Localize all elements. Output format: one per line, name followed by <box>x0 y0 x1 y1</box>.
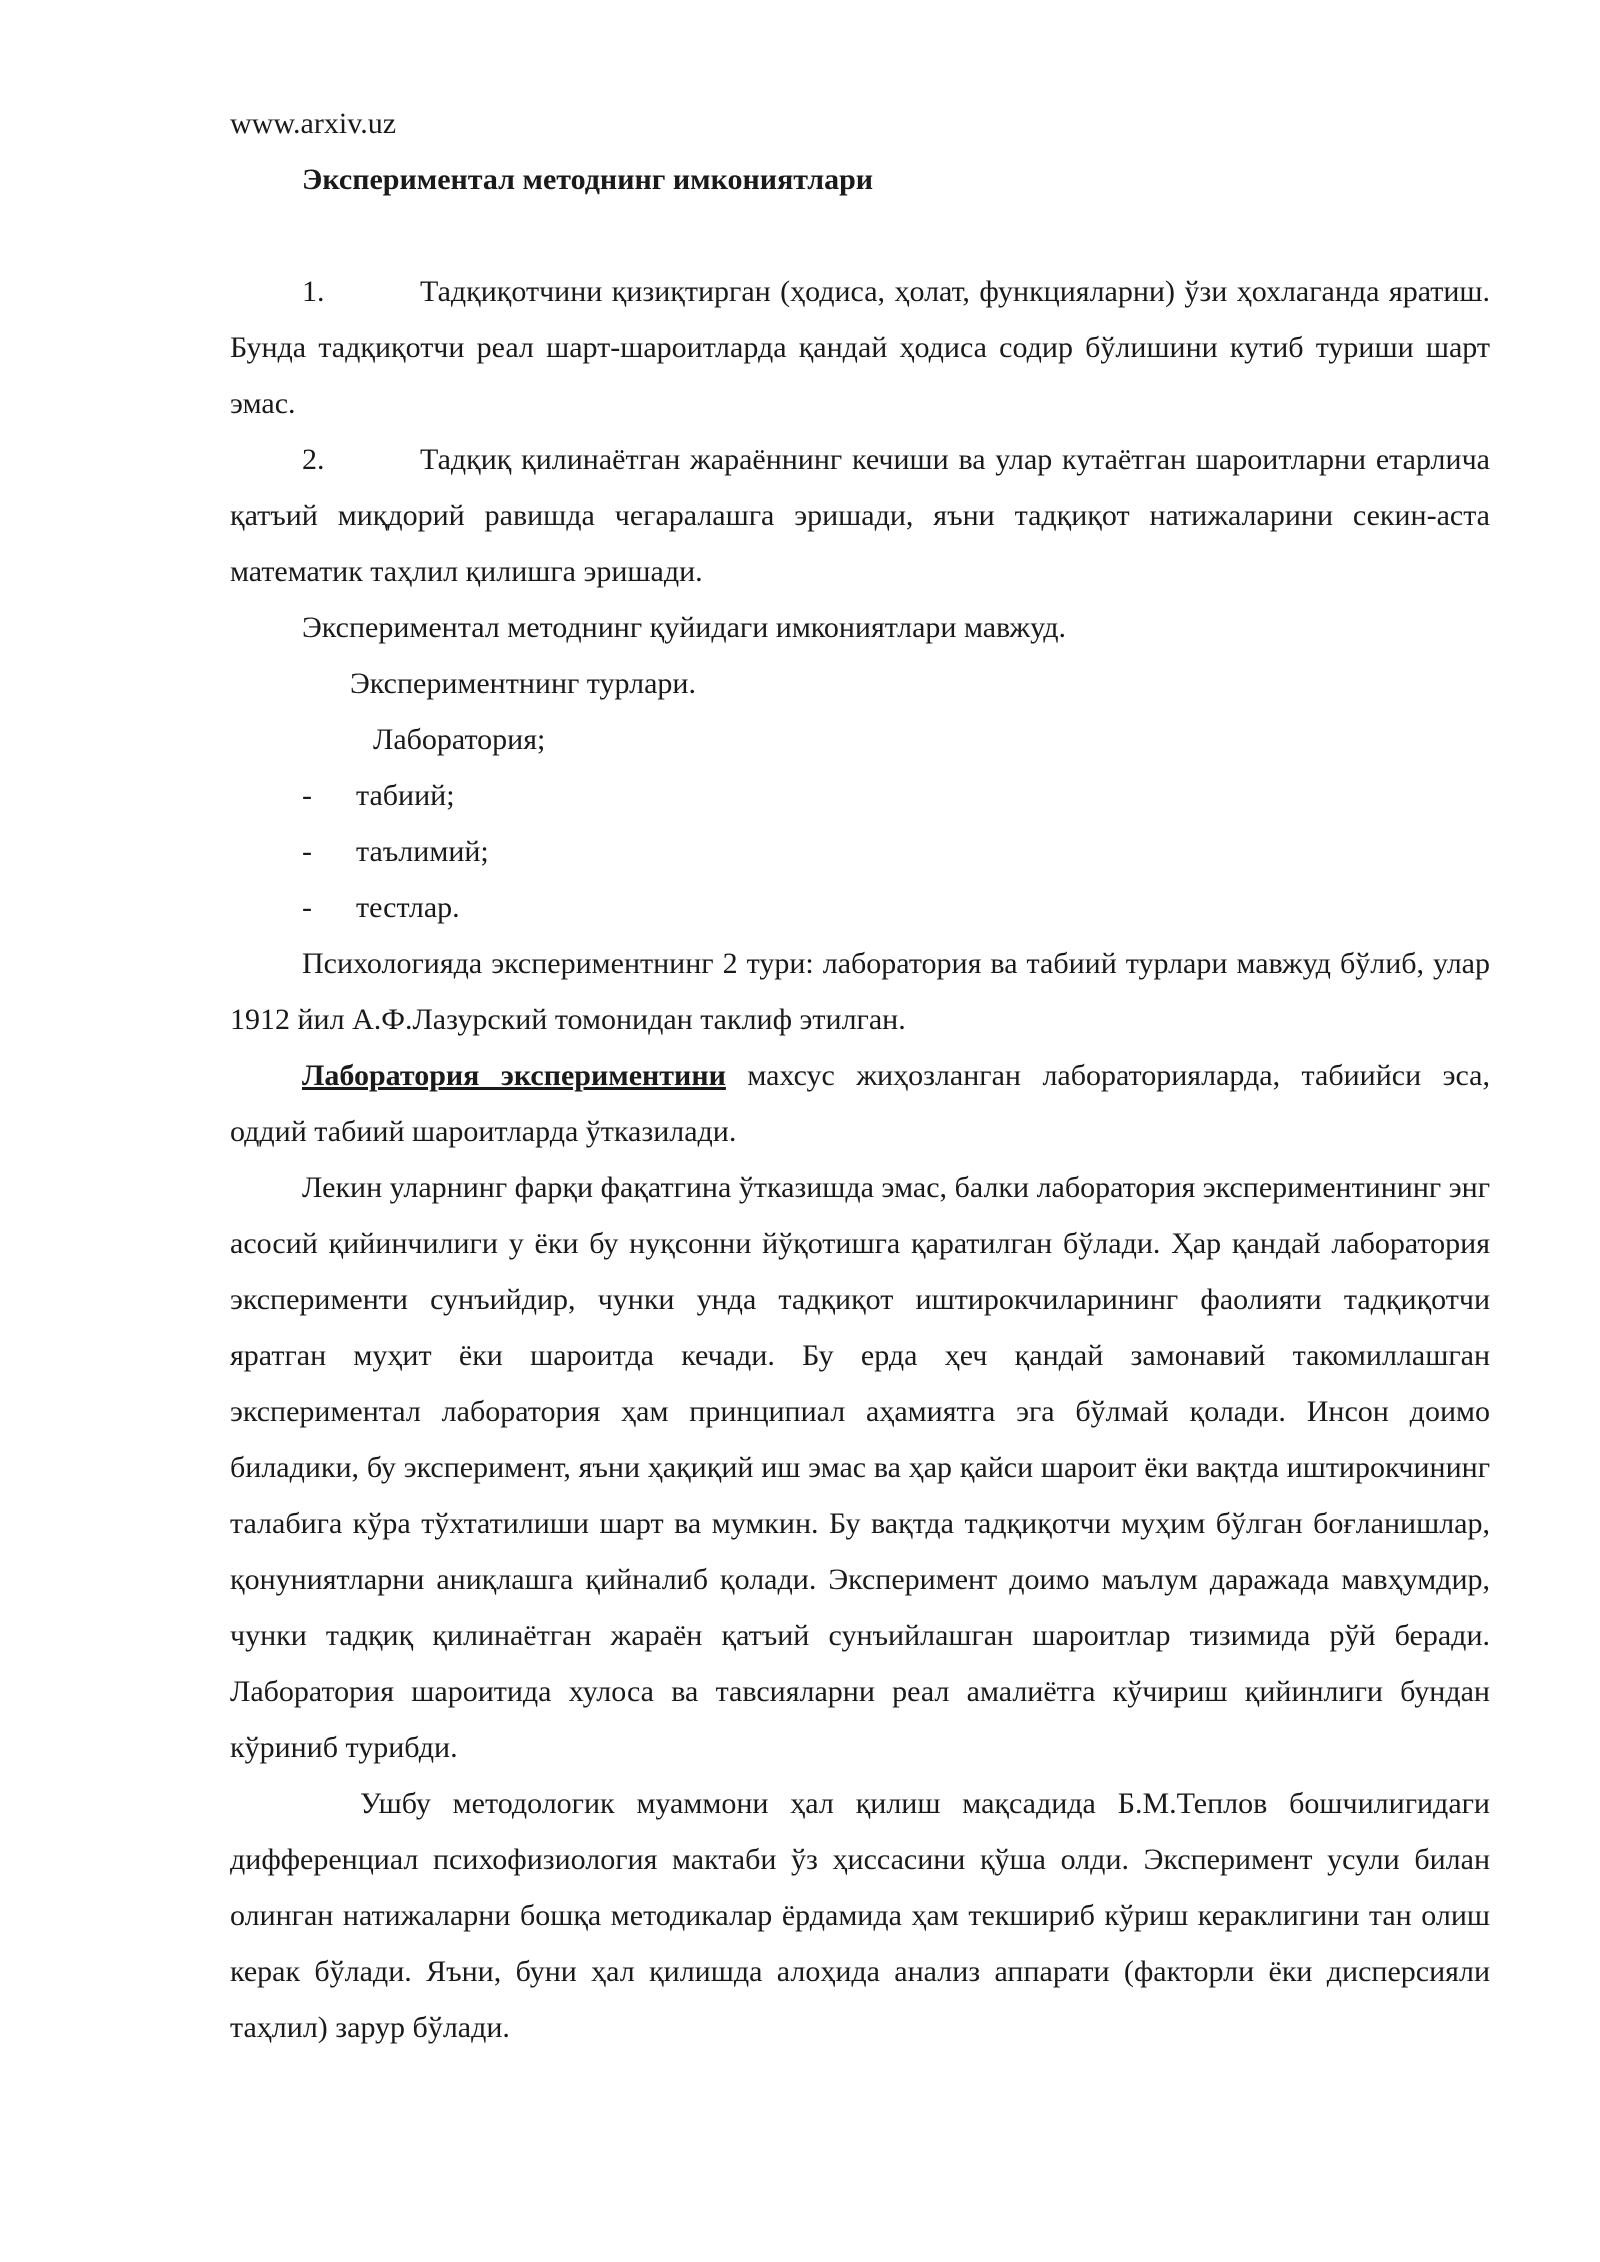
experiment-types-line: Экспериментнинг турлари. <box>350 667 696 700</box>
paragraph-psychology: Психологияда экспериментнинг 2 тури: лаборатория ва табиий турлари мавжуд бўлиб, улар 1912 йил А.Ф.Лазурский томонидан таклиф этилган. <box>230 947 1490 1036</box>
dash-marker: - <box>302 891 312 924</box>
paragraph-teplov: Ушбу методологик муаммони ҳал қилиш мақсадида Б.М.Теплов бошчилигидаги дифференциал психофизиология мактаби ўз ҳиссасини қўша олди. Эксперимент усули билан олинган натижаларни бошқа методикалар ёрдамида ҳам текшириб кўриш кераклигини тан олиш керак бўлади. Яъни, буни ҳал қилишда алоҳида анализ аппарати (факторли ёки дисперсияли таҳлил) зарур бўлади. <box>230 1787 1490 2044</box>
laboratory-experiment-term: Лаборатория экспериментини <box>302 1059 726 1092</box>
dash-marker: - <box>302 779 312 812</box>
document-title: Экспериментал методнинг имкониятлари <box>302 163 874 196</box>
item-text: Тадқиқ қилинаётган жараённинг кечиши ва улар кутаётган шароитларни етарлича қатъий миқдорий равишда чегаралашга эришади, яъни тадқиқот натижаларини секин-аста математик таҳлил қилишга эришади. <box>230 443 1490 588</box>
document-page <box>230 96 1490 2056</box>
site-url: www.arxiv.uz <box>230 107 397 140</box>
dash-item-text: табиий; <box>356 779 455 812</box>
paragraph-difference: Лекин уларнинг фарқи фақатгина ўтказишда эмас, балки лаборатория экспериментининг энг асосий қийинчилиги у ёки бу нуқсонни йўқотишга қаратилган бўлади. Ҳар қандай лаборатория эксперименти сунъийдир, чунки унда тадқиқот иштирокчиларининг фаолияти тадқиқотчи яратган муҳит ёки шароитда кечади. Бу ерда ҳеч қандай замонавий такомиллашган экспериментал лаборатория ҳам принципиал аҳамиятга эга бўлмай қолади. Инсон доимо биладики, бу эксперимент, яъни ҳақиқий иш эмас ва ҳар қайси шароит ёки вақтда иштирокчининг талабига кўра тўхтатилиши шарт ва мумкин. Бу вақтда тадқиқотчи муҳим бўлган боғланишлар, қонуниятларни аниқлашга қийналиб қолади. Эксперимент доимо маълум даражада мавҳумдир, чунки тадқиқ қилинаётган жараён қатъий сунъийлашган шароитлар тизимида рўй беради. Лаборатория шароитида хулоса ва тавсияларни реал амалиётга кўчириш қийинлиги бундан кўриниб турибди. <box>230 1171 1490 1764</box>
dash-item-text: таълимий; <box>356 835 489 868</box>
numbered-item-2 <box>230 432 1490 600</box>
possibilities-line: Экспериментал методнинг қуйидаги имкониятлари мавжуд. <box>302 611 1066 644</box>
dash-item-text: тестлар. <box>356 891 460 924</box>
numbered-item-1 <box>230 264 1490 432</box>
laboratory-line: Лаборатория; <box>373 723 546 756</box>
dash-list-item <box>230 824 1490 880</box>
dash-marker: - <box>302 835 312 868</box>
item-number: 1. <box>302 275 325 308</box>
dash-list-item <box>230 768 1490 824</box>
blank-line <box>230 208 1490 264</box>
paragraph-laboratory <box>230 1048 1490 1160</box>
item-text: Тадқиқотчини қизиқтирган (ҳодиса, ҳолат, функцияларни) ўзи ҳохлаганда яратиш. Бунда тадқиқотчи реал шарт-шароитларда қандай ҳодиса содир бўлишини кутиб туриши шарт эмас. <box>230 275 1490 420</box>
item-number: 2. <box>302 443 325 476</box>
dash-list-item <box>230 880 1490 936</box>
paragraph-laboratory-rest: махсус жиҳозланган лабораторияларда, табиийси эса, оддий табиий шароитларда ўтказилади. <box>230 1059 1490 1148</box>
